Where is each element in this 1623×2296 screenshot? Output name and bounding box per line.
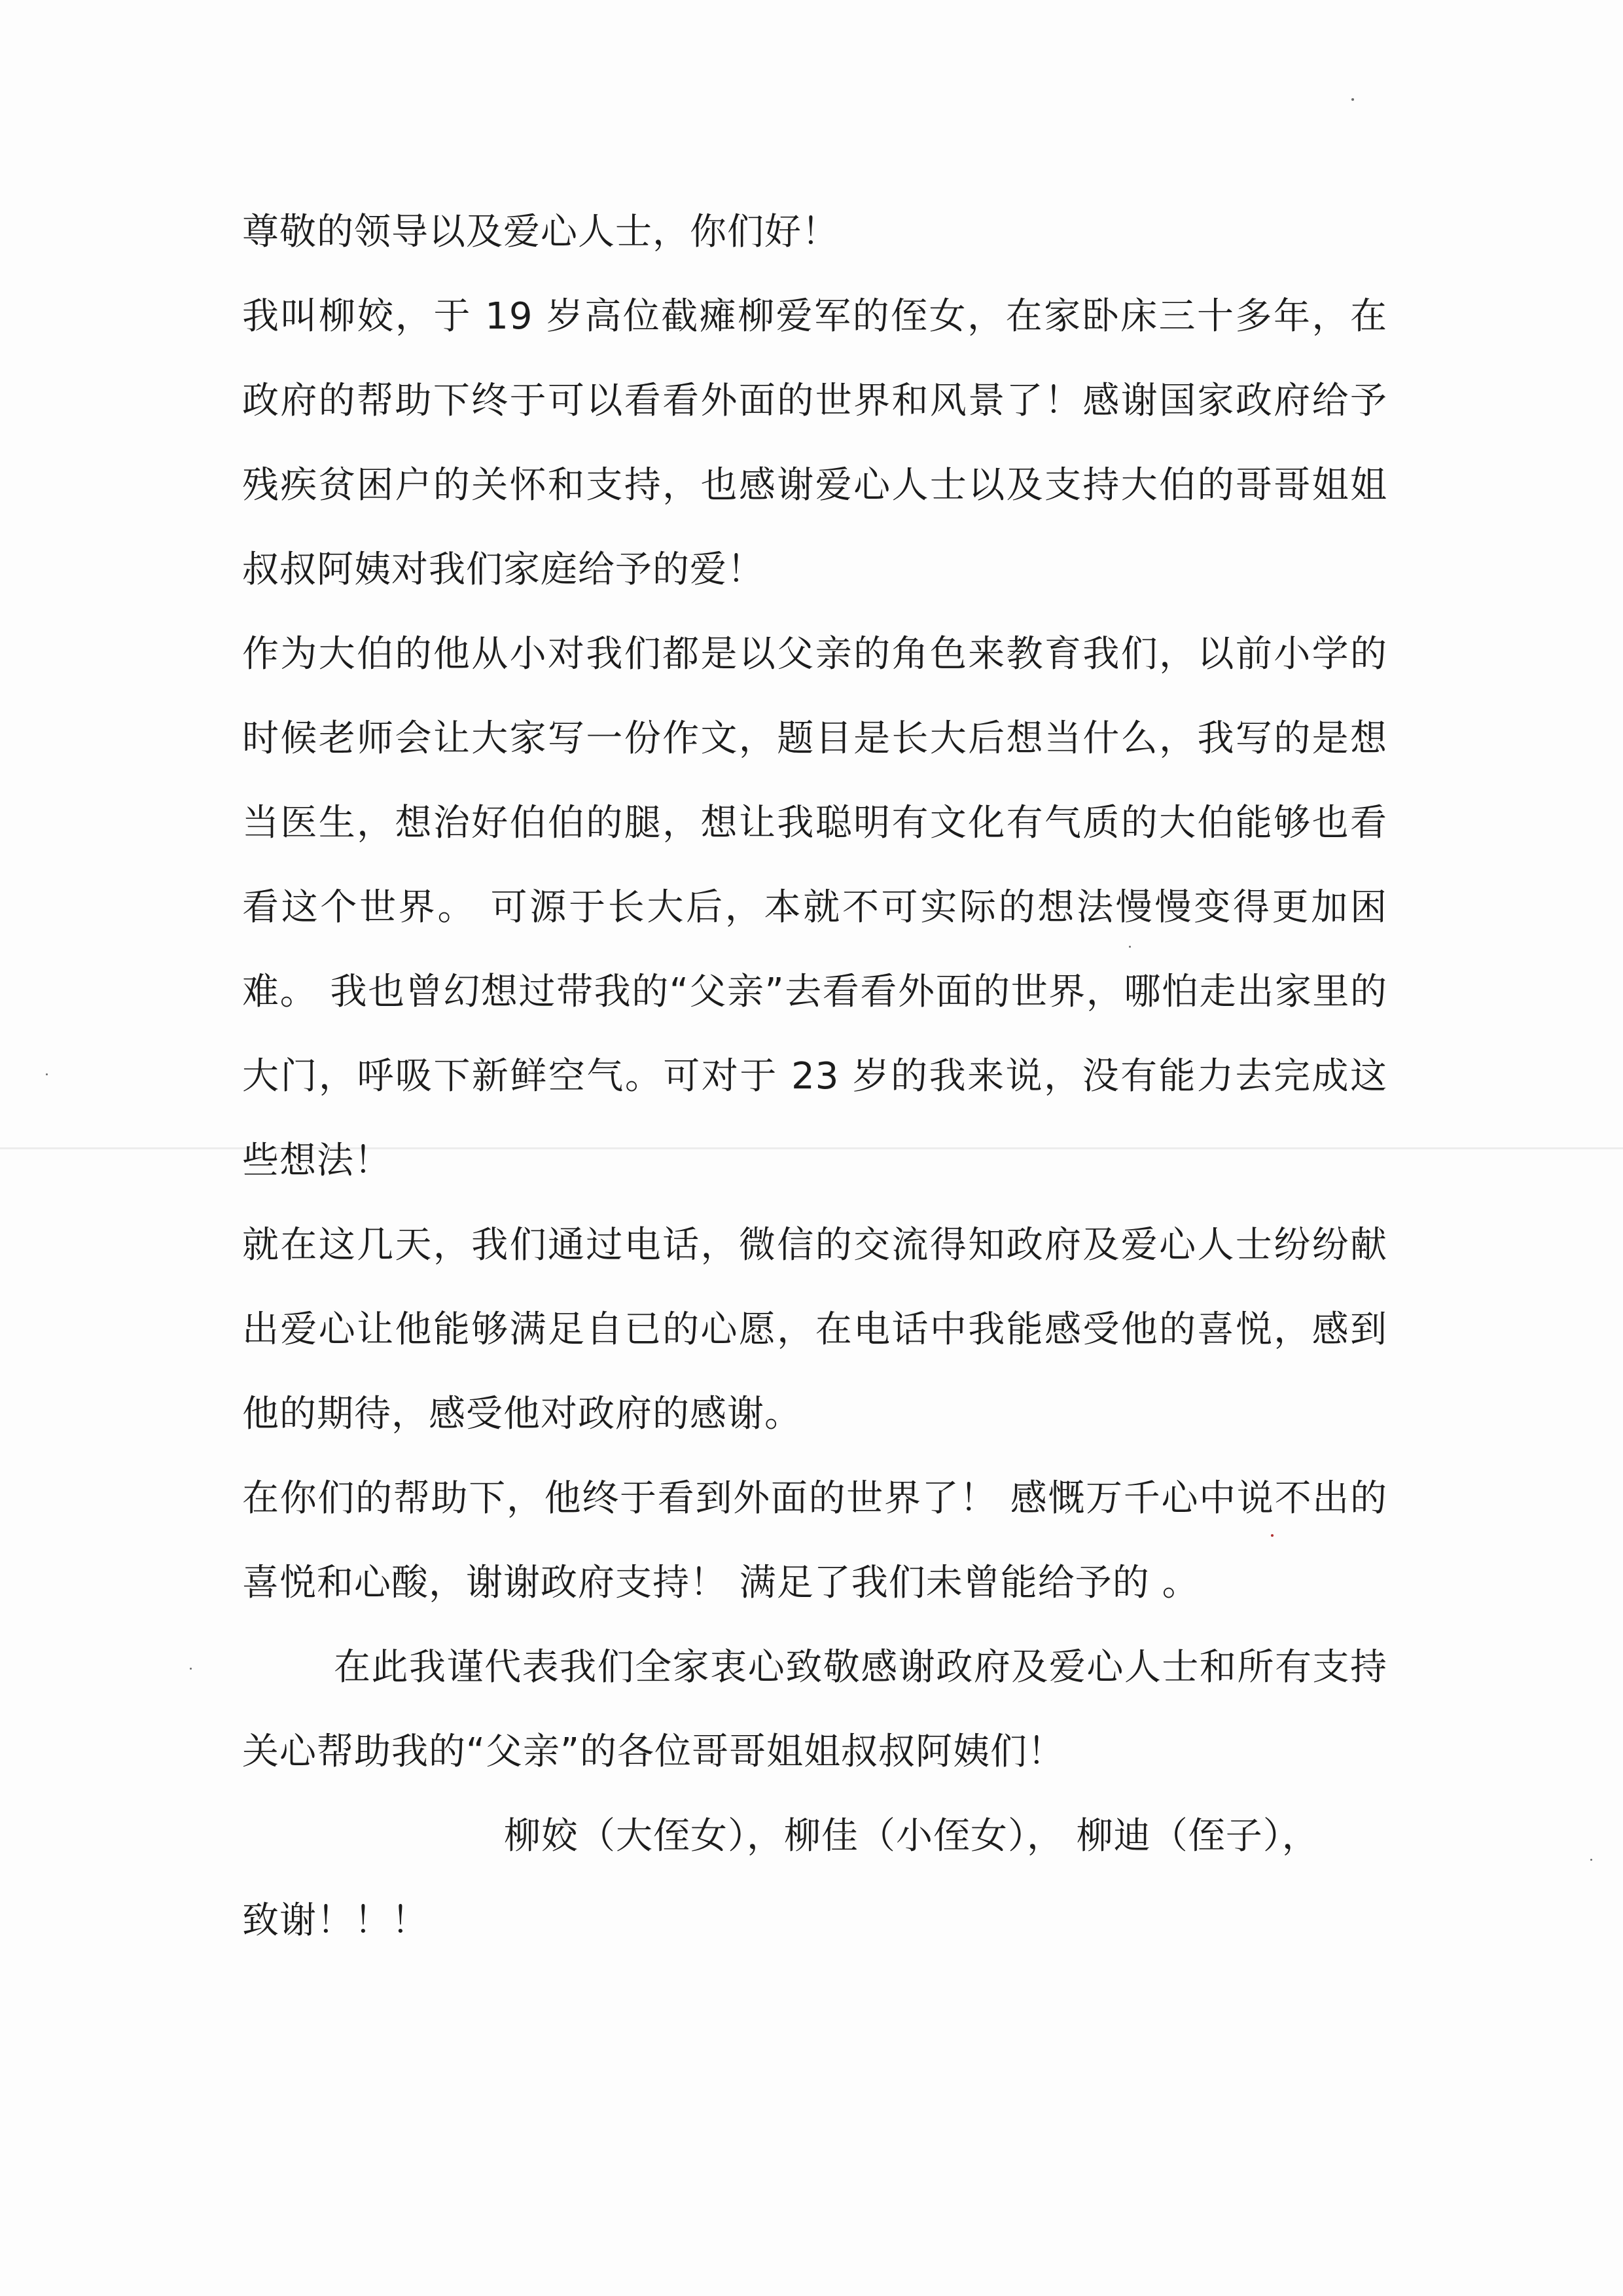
letter-paragraph-family-thanks: 在此我谨代表我们全家衷心致敬感谢政府及爱心人士和所有支持关心帮助我的“父亲”的各位哥哥姐姐叔叔阿姨们！ [242,1646,1387,1773]
letter-closing: 致谢！！！ [242,1899,429,1942]
scan-speck [1590,1859,1592,1861]
scan-speck [190,1668,192,1670]
scan-speck [46,1073,48,1075]
letter-signature: 柳姣（大侄女），柳佳（小侄女）， 柳迪（侄子）， [504,1815,1319,1857]
letter-paragraph-gratitude: 在你们的帮助下，他终于看到外面的世界了！ 感慨万千心中说不出的喜悦和心酸，谢谢政府支持！ 满足了我们未曾能给予的 。 [242,1477,1387,1604]
letter-body [242,190,1387,1963]
scan-speck [1351,98,1354,101]
letter-greeting: 尊敬的领导以及爱心人士，你们好！ [242,211,839,253]
letter-paragraph-introduction: 我叫柳姣，于 19 岁高位截瘫柳爱军的侄女，在家卧床三十多年，在政府的帮助下终于可以看看外面的世界和风景了！感谢国家政府给予残疾贫困户的关怀和支持，也感谢爱心人士以及支持大伯的哥哥姐姐叔叔阿姨对我们家庭给予的爱！ [242,295,1387,591]
letter-paragraph-recent-news: 就在这几天，我们通过电话，微信的交流得知政府及爱心人士纷纷献出爱心让他能够满足自已的心愿，在电话中我能感受他的喜悦，感到他的期待，感受他对政府的感谢。 [242,1224,1387,1435]
letter-paragraph-childhood: 作为大伯的他从小对我们都是以父亲的角色来教育我们，以前小学的时候老师会让大家写一份作文，题目是长大后想当什么，我写的是想当医生，想治好伯伯的腿，想让我聪明有文化有气质的大伯能够也看看这个世界。 可源于长大后，本就不可实际的想法慢慢变得更加困难。 我也曾幻想过带我的“父亲”去看看外面的世界，哪怕走出家里的大门，呼吸下新鲜空气。可对于 23 岁的我来说，没有能力去完成这些想法！ [242,633,1387,1182]
